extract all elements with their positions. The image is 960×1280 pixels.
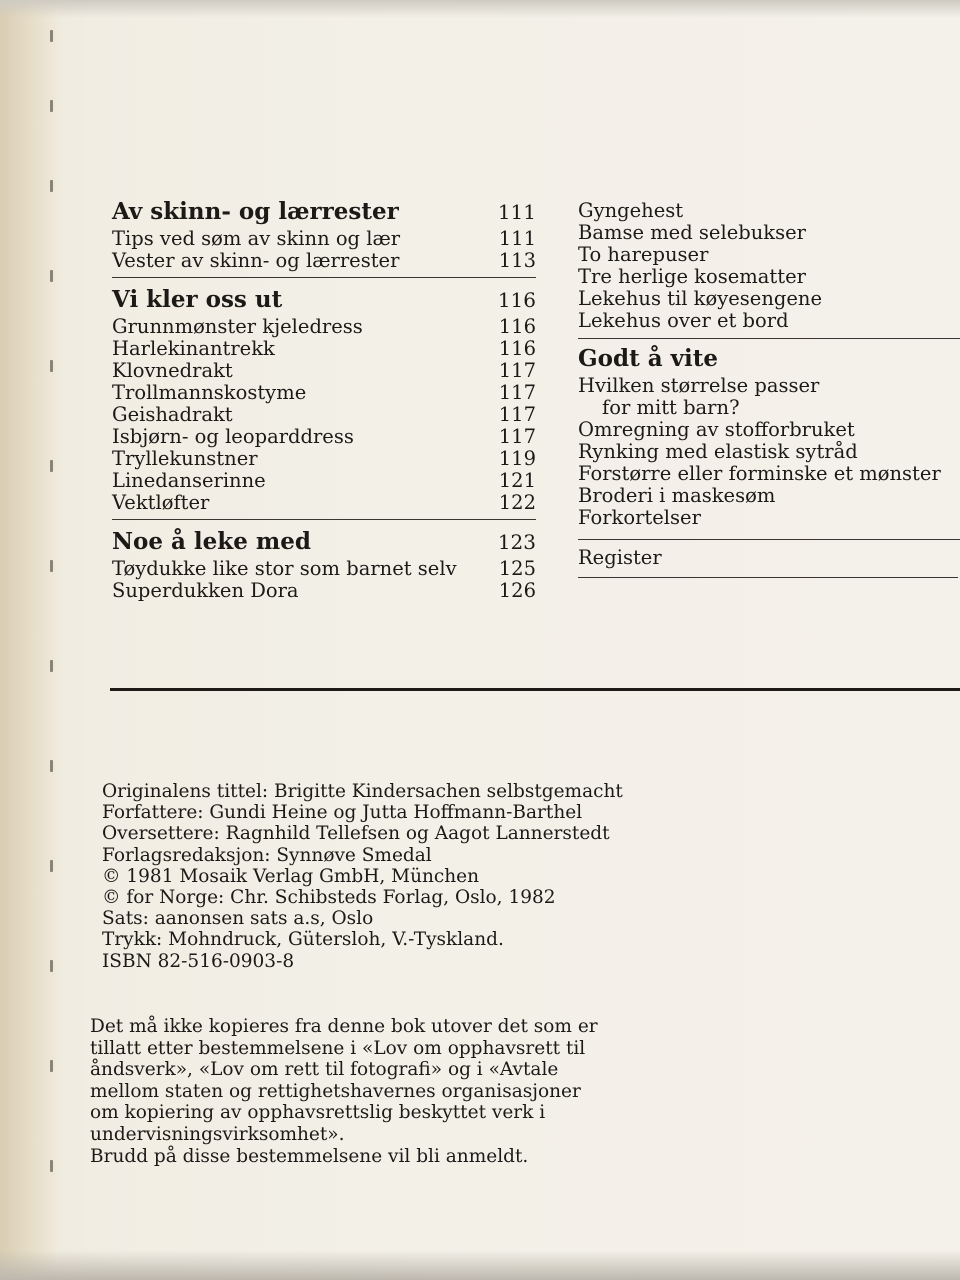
toc-item-row <box>578 222 960 244</box>
toc-item-row <box>112 382 536 404</box>
toc-item-title: Klovnedrakt <box>112 359 233 382</box>
section-divider <box>578 539 960 540</box>
notice-line: om kopiering av opphavsrettslig beskyttet verk i <box>90 1102 546 1124</box>
toc-item-page: 116 <box>498 337 536 360</box>
imprint-line: © 1981 Mosaik Verlag GmbH, München <box>102 865 480 887</box>
section-divider <box>112 519 536 520</box>
toc-heading-title: Vi kler oss ut <box>112 286 283 313</box>
toc-item-row <box>112 316 536 338</box>
toc-heading-title: Noe å leke med <box>112 528 311 555</box>
book-spine <box>0 0 58 1280</box>
page-top-shadow <box>0 0 960 18</box>
toc-item-title: Isbjørn- og leoparddress <box>112 425 354 448</box>
imprint-line: ISBN 82-516-0903-8 <box>102 950 295 972</box>
toc-item-title: Tre herlige kosematter <box>578 265 806 288</box>
toc-item-page: 125 <box>498 557 536 580</box>
binding-stitch <box>50 1060 53 1072</box>
toc-section <box>112 196 536 272</box>
imprint-line: Forlagsredaksjon: Synnøve Smedal <box>102 844 432 866</box>
toc-heading-row <box>112 284 536 316</box>
copyright-notice <box>90 1016 650 1167</box>
toc-heading-row <box>578 343 960 375</box>
toc-item-title: To harepuser <box>578 243 709 266</box>
imprint-line: Oversettere: Ragnhild Tellefsen og Aagot Lannerstedt <box>102 823 610 845</box>
toc-item-page: 122 <box>498 491 536 514</box>
imprint-line: Forfattere: Gundi Heine og Jutta Hoffmann-Barthel <box>102 802 583 824</box>
toc-item-title: Bamse med selebukser <box>578 221 806 244</box>
notice-line: tillatt etter bestemmelsene i «Lov om opphavsrett til <box>90 1037 586 1059</box>
toc-left-column <box>112 196 536 602</box>
toc-register-title: Register <box>578 546 662 569</box>
page-bottom-shadow <box>0 1250 960 1280</box>
imprint-line: Sats: aanonsen sats a.s, Oslo <box>102 908 374 930</box>
binding-stitch <box>50 270 53 282</box>
toc-item-row <box>578 544 960 569</box>
toc-item-page: 113 <box>498 249 536 272</box>
toc-item-title: Grunnmønster kjeledress <box>112 315 363 338</box>
toc-item-row <box>112 338 536 360</box>
toc-item-row <box>112 448 536 470</box>
notice-line: åndsverk», «Lov om rett til fotografi» og i «Avtale <box>90 1059 559 1081</box>
toc-item-title: Geishadrakt <box>112 403 233 426</box>
toc-item-title: for mitt barn? <box>602 396 740 419</box>
toc-item-row <box>578 266 960 288</box>
toc-item-page: 111 <box>498 227 536 250</box>
toc-item-page: 126 <box>498 579 536 602</box>
toc-item-page: 117 <box>498 425 536 448</box>
toc-item-page: 117 <box>498 359 536 382</box>
toc-item-row <box>578 397 960 419</box>
toc-item-row <box>578 310 960 332</box>
toc-item-row <box>112 360 536 382</box>
toc-item-page: 121 <box>498 469 536 492</box>
toc-heading-page: 111 <box>497 200 536 224</box>
toc-item-row <box>578 485 960 507</box>
toc-item-title: Tøydukke like stor som barnet selv <box>112 557 457 580</box>
notice-line: Det må ikke kopieres fra denne bok utover det som er <box>90 1016 598 1037</box>
toc-heading-page: 123 <box>497 530 536 554</box>
toc-item-page: 119 <box>498 447 536 470</box>
toc-item-title: Gyngehest <box>578 199 684 222</box>
section-divider <box>112 277 536 278</box>
toc-item-title: Tips ved søm av skinn og lær <box>112 227 401 250</box>
toc-item-row <box>112 492 536 514</box>
notice-line: undervisningsvirksomhet». <box>90 1123 345 1145</box>
toc-item-title: Broderi i maskesøm <box>578 484 776 507</box>
toc-item-row <box>578 200 960 222</box>
binding-stitch <box>50 560 53 572</box>
toc-item-title: Linedanserinne <box>112 469 266 492</box>
binding-stitch <box>50 960 53 972</box>
toc-item-title: Omregning av stofforbruket <box>578 418 855 441</box>
toc-heading-title: Av skinn- og lærrester <box>112 198 399 225</box>
toc-item-title: Trollmannskostyme <box>112 381 307 404</box>
toc-heading-page: 116 <box>497 288 536 312</box>
toc-item-row <box>578 244 960 266</box>
binding-stitch <box>50 180 53 192</box>
notice-line: Brudd på disse bestemmelsene vil bli anmeldt. <box>90 1145 529 1167</box>
toc-item-row <box>578 419 960 441</box>
binding-stitch <box>50 460 53 472</box>
toc-item-row <box>112 558 536 580</box>
section-divider <box>578 338 960 339</box>
binding-stitch <box>50 1160 53 1172</box>
toc-item-row <box>112 426 536 448</box>
imprint-line: Originalens tittel: Brigitte Kindersachen selbstgemacht <box>102 781 623 802</box>
binding-stitch <box>50 30 53 42</box>
toc-item-page: 117 <box>498 403 536 426</box>
binding-stitch <box>50 760 53 772</box>
toc-item-page: 116 <box>498 315 536 338</box>
toc-item-title: Forkortelser <box>578 506 701 529</box>
toc-item-title: Superdukken Dora <box>112 579 299 602</box>
toc-heading-row <box>112 196 536 228</box>
toc-item-title: Forstørre eller forminske et mønster <box>578 462 941 485</box>
imprint-block <box>102 781 662 972</box>
toc-item-row <box>578 441 960 463</box>
toc-item-row <box>578 375 960 397</box>
toc-right-column <box>578 200 960 582</box>
toc-item-row <box>578 288 960 310</box>
binding-stitch <box>50 860 53 872</box>
toc-item-row <box>112 470 536 492</box>
toc-item-row <box>578 463 960 485</box>
toc-section <box>112 526 536 602</box>
imprint-line: Trykk: Mohndruck, Gütersloh, V.-Tyskland. <box>102 929 504 951</box>
toc-item-title: Vester av skinn- og lærrester <box>112 249 400 272</box>
toc-item-row <box>112 404 536 426</box>
binding-stitch <box>50 660 53 672</box>
toc-heading-title: Godt å vite <box>578 345 718 372</box>
imprint-line: © for Norge: Chr. Schibsteds Forlag, Oslo, 1982 <box>102 887 556 909</box>
toc-item-title: Lekehus over et bord <box>578 309 789 332</box>
toc-item-title: Lekehus til køyesengene <box>578 287 823 310</box>
toc-item-row <box>112 250 536 272</box>
toc-item-row <box>578 507 960 529</box>
toc-item-row <box>112 228 536 250</box>
section-divider <box>578 577 958 578</box>
toc-item-title: Vektløfter <box>112 491 210 514</box>
toc-section <box>112 284 536 514</box>
toc-item-title: Tryllekunstner <box>112 447 258 470</box>
notice-line: mellom staten og rettighetshavernes organisasjoner <box>90 1080 581 1102</box>
toc-item-page: 117 <box>498 381 536 404</box>
toc-heading-row <box>112 526 536 558</box>
toc-item-title: Rynking med elastisk sytråd <box>578 440 858 463</box>
binding-stitch <box>50 360 53 372</box>
binding-stitch <box>50 100 53 112</box>
toc-item-title: Harlekinantrekk <box>112 337 275 360</box>
page-divider-rule <box>110 688 960 691</box>
toc-item-row <box>112 580 536 602</box>
toc-item-title: Hvilken størrelse passer <box>578 374 820 397</box>
